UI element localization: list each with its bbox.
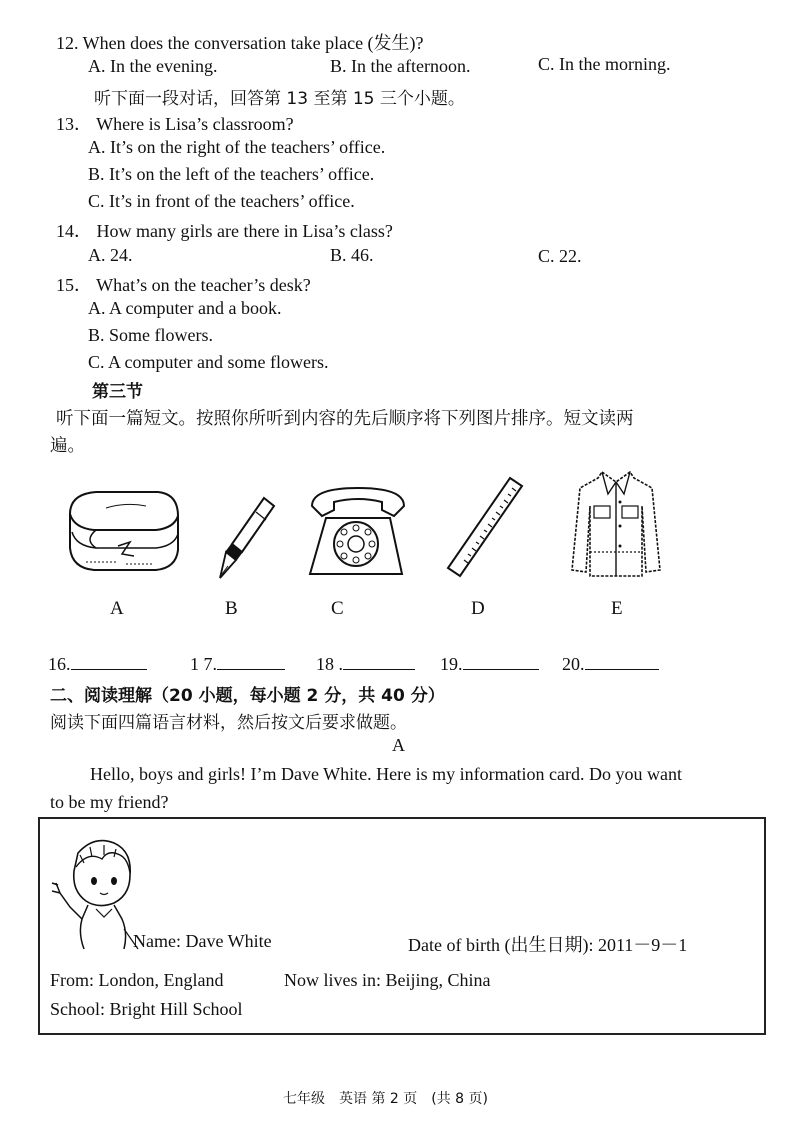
jacket-icon xyxy=(568,466,664,580)
q14-option-b: B. 46. xyxy=(330,245,374,265)
page-footer: 七年级 英语 第 2 页 (共 8 页) xyxy=(283,1091,488,1107)
boy-waving-icon xyxy=(48,833,144,951)
q14-stem: 14． How many girls are there in Lisa’s class? xyxy=(56,221,393,241)
card-school: School: Bright Hill School xyxy=(50,999,243,1019)
q12-option-c: C. In the morning. xyxy=(538,54,671,74)
passage-a-line1: Hello, boys and girls! I’m Dave White. Here is my information card. Do you want xyxy=(90,764,683,784)
q12-option-a: A. In the evening. xyxy=(88,56,218,76)
q13-option-a: A. It’s on the right of the teachers’ office. xyxy=(88,137,386,157)
folded-towel-icon xyxy=(66,484,184,580)
q15-option-c: C. A computer and some flowers. xyxy=(88,352,329,372)
card-date-of-birth: Date of birth (出生日期): 2011－9－1 xyxy=(408,935,688,955)
picture-letter-a: A xyxy=(110,598,124,619)
q13-option-b: B. It’s on the left of the teachers’ office. xyxy=(88,164,375,184)
answer-blank-17[interactable]: 1 7. xyxy=(190,653,285,675)
q15-stem: 15． What’s on the teacher’s desk? xyxy=(56,275,311,295)
q13-option-c: C. It’s in front of the teachers’ office. xyxy=(88,191,355,211)
fountain-pen-icon xyxy=(212,494,282,584)
ruler-icon xyxy=(446,476,526,580)
answer-blank-16[interactable]: 16. xyxy=(48,653,147,675)
answer-blank-19[interactable]: 19. xyxy=(440,653,539,675)
part2-instruction: 阅读下面四篇语言材料，然后按文后要求做题。 xyxy=(50,713,407,733)
answer-blank-20[interactable]: 20. xyxy=(562,653,659,675)
picture-letter-e: E xyxy=(611,598,623,619)
picture-letter-d: D xyxy=(471,598,485,619)
q13-stem: 13． Where is Lisa’s classroom? xyxy=(56,114,294,134)
q15-option-a: A. A computer and a book. xyxy=(88,298,282,318)
card-now-lives-in: Now lives in: Beijing, China xyxy=(284,970,491,990)
card-from: From: London, England xyxy=(50,970,224,990)
q14-option-a: A. 24. xyxy=(88,245,133,265)
passage-a-line2: to be my friend? xyxy=(50,792,169,812)
instruction-13-15: 听下面一段对话，回答第 13 至第 15 三个小题。 xyxy=(94,89,465,109)
q14-option-c: C. 22. xyxy=(538,246,582,266)
answer-blank-18[interactable]: 18 . xyxy=(316,653,415,675)
q12-option-b: B. In the afternoon. xyxy=(330,56,471,76)
section3-instruction-line2: 遍。 xyxy=(50,436,85,456)
picture-letter-c: C xyxy=(331,598,344,619)
part2-title: 二、阅读理解（20 小题，每小题 2 分，共 40 分） xyxy=(50,686,445,706)
q12-stem: 12. When does the conversation take place (发生)? xyxy=(56,33,424,53)
passage-a-label: A xyxy=(392,735,405,755)
q15-option-b: B. Some flowers. xyxy=(88,325,213,345)
section3-instruction-line1: 听下面一篇短文。按照你所听到内容的先后顺序将下列图片排序。短文读两 xyxy=(56,409,634,429)
card-name: Name: Dave White xyxy=(133,931,272,951)
section3-title: 第三节 xyxy=(92,382,143,402)
telephone-icon xyxy=(302,484,412,584)
information-card xyxy=(38,817,766,1035)
picture-letter-b: B xyxy=(225,598,238,619)
